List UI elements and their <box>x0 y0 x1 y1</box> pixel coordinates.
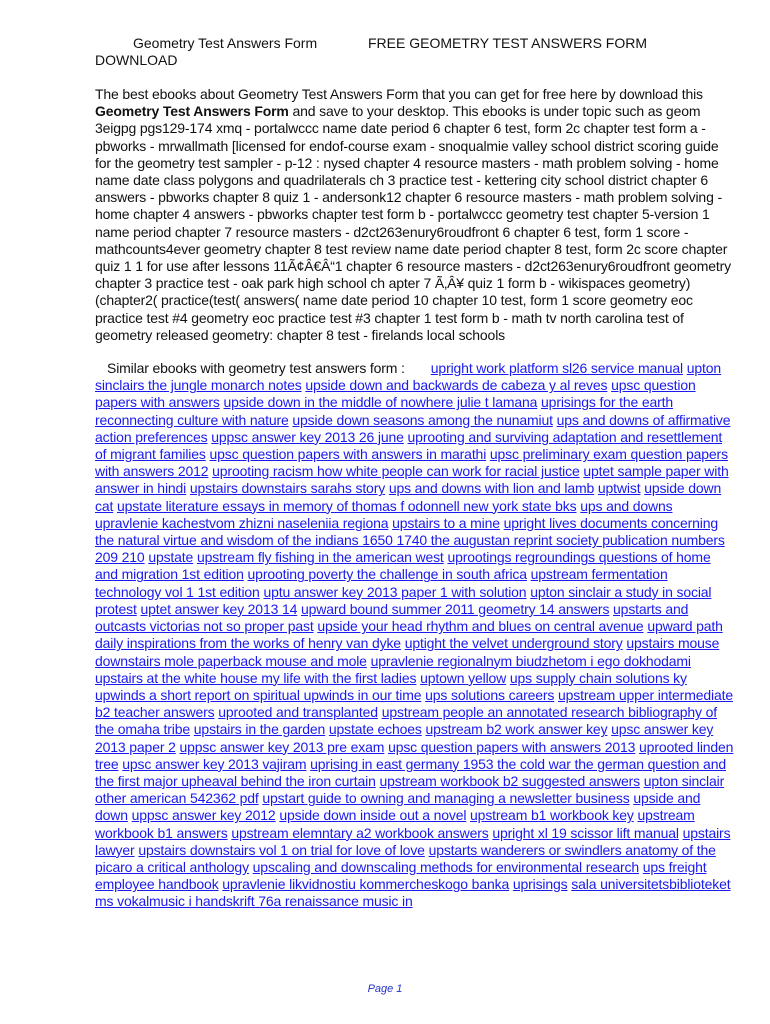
ebook-link[interactable]: upton sinclair a study in social protest <box>95 583 712 617</box>
ebook-link[interactable]: upstream b1 workbook key <box>470 807 634 824</box>
intro-suffix: and save to your desktop. This ebooks is under topic such as geom 3eigpg pgs129-174 xmq - portalwccc name date period 6 chapter 6 test, form 2c chapter test form a - pbworks - mrwallmath [licensed for endof-course exam - snoqualmie valley school district scoring guide for the geometry test sampler - p-12 : nysed chapter 4 resource masters - math problem solving - home name date class polygons and quadrilaterals ch 3 practice test - kettering city school district chapter 6 answers - pbworks chapter 8 quiz 1 - andersonk12 chapter 6 resource masters - math problem solving - home chapter 4 answers - pbworks chapter test form b - portalwccc geometry test chapter 5-version 1 name period chapter 7 resource masters - d2ct263enury6roudfront 6 chapter 6 test, form 1 score - mathcounts4ever geometry chapter 8 test review name date period chapter 8 test, form 2c score chapter quiz 1 1 for use after lessons 11Ã¢Â€Â“1 chapter 6 resource masters - d2ct263enury6roudfront geometry chapter 3 practice test - oak park high school ch apter 7 Ã‚Â¥ quiz 1 form b - wikispaces geometry)(chapter2( practice(test( answers( name date period 10 chapter 10 test, form 1 score geometry eoc practice test #4 geometry eoc practice test #3 chapter 1 test form b - math tv north carolina test of geometry released geometry: chapter 8 test - firelands local schools <box>95 103 731 343</box>
ebook-link[interactable]: upside down cat <box>95 480 722 514</box>
similar-lead: Similar ebooks with geometry test answers form : <box>107 360 405 377</box>
header-title: Geometry Test Answers Form <box>133 35 318 51</box>
ebook-link[interactable]: uptight the velvet underground story <box>404 635 623 652</box>
intro-bold-title: Geometry Test Answers Form <box>95 103 289 120</box>
ebook-link[interactable]: upstarts wanderers or swindlers anatomy of the picaro a critical anthology <box>95 841 716 875</box>
ebook-link[interactable]: upside down in the middle of nowhere julie t lamana <box>223 394 538 411</box>
ebook-link[interactable]: uptown yellow <box>420 669 507 686</box>
ebook-link[interactable]: upsc question papers with answers <box>95 377 696 411</box>
ebook-link[interactable]: uprootings regroundings questions of home and migration 1st edition <box>95 549 711 583</box>
ebook-link[interactable]: upscaling and downscaling methods for environmental research <box>252 858 640 875</box>
ebook-link[interactable]: upstate <box>148 549 194 566</box>
intro-paragraph <box>95 86 735 344</box>
ebook-link[interactable]: uptwist <box>597 480 641 497</box>
ebook-link[interactable]: ups and downs <box>580 497 673 514</box>
ebook-link[interactable]: upright work platform sl26 service manual <box>430 360 683 377</box>
ebook-link[interactable]: upstate literature essays in memory of thomas f odonnell new york state bks <box>116 497 577 514</box>
ebook-link[interactable]: sala universitetsbiblioteket ms vokalmusic i handskrift 76a renaissance music in <box>95 876 731 910</box>
ebook-link[interactable]: upstart guide to owning and managing a newsletter business <box>262 790 630 807</box>
ebook-link[interactable]: uprooted linden tree <box>95 738 734 772</box>
ebook-link[interactable]: upside down and backwards de cabeza y al reves <box>305 377 608 394</box>
ebook-link[interactable]: uprisings <box>512 876 568 893</box>
ebook-link[interactable]: uprooting and surviving adaptation and resettlement of migrant families <box>95 428 723 463</box>
ebook-link[interactable]: upsc question papers with answers in marathi <box>209 446 487 463</box>
ebook-link[interactable]: upstairs in the garden <box>193 721 326 738</box>
ebook-link[interactable]: upward path daily inspirations from the works of henry van dyke <box>95 618 723 652</box>
similar-ebooks <box>95 360 735 911</box>
ebook-link[interactable]: ups and downs with lion and lamb <box>388 480 595 497</box>
document-page <box>95 35 735 911</box>
ebook-link[interactable]: upsc preliminary exam question papers with answers 2012 <box>95 446 728 480</box>
ebook-link[interactable]: upside your head rhythm and blues on central avenue <box>317 618 644 635</box>
ebook-link[interactable]: upside down inside out a novel <box>279 807 467 824</box>
ebook-link[interactable]: upsc question papers with answers 2013 <box>388 738 636 755</box>
ebook-link[interactable]: upside down seasons among the nunamiut <box>292 411 553 428</box>
ebook-link[interactable]: upsc answer key 2013 vajiram <box>122 755 307 772</box>
ebook-link[interactable]: ups freight employee handbook <box>95 858 707 893</box>
ebook-link[interactable]: upright lives documents concerning the natural virtue and wisdom of the indians 1650 1740 the augustan reprint society publication numbers 209 210 <box>95 514 725 566</box>
ebook-link[interactable]: upstarts and outcasts victorias not so proper past <box>95 600 689 635</box>
ebook-link[interactable]: upton sinclairs the jungle monarch notes <box>95 360 722 394</box>
ebook-link[interactable]: uppsc answer key 2013 26 june <box>211 428 404 445</box>
ebook-link[interactable]: ups supply chain solutions ky <box>509 669 687 686</box>
ebook-link[interactable]: upwinds a short report on spiritual upwinds in our time <box>95 686 422 703</box>
ebook-link[interactable]: uprooted and transplanted <box>218 704 378 721</box>
ebook-link[interactable]: upstate echoes <box>328 721 422 738</box>
page-number: Page 1 <box>367 983 403 995</box>
ebook-link[interactable]: upstream upper intermediate b2 teacher answers <box>95 686 733 721</box>
intro-prefix: The best ebooks about Geometry Test Answers Form that you can get for free here by download this <box>95 86 703 102</box>
ebook-link[interactable]: upstream workbook b1 answers <box>95 807 695 841</box>
ebook-link[interactable]: upward bound summer 2011 geometry 14 answers <box>300 600 610 617</box>
ebook-link[interactable]: upravlenie likvidnostiu kommercheskogo banka <box>222 876 510 893</box>
ebook-link[interactable]: upstairs at the white house my life with the first ladies <box>95 669 417 686</box>
ebook-link[interactable]: upstream people an annotated research bibliography of the omaha tribe <box>95 704 717 738</box>
ebook-link[interactable]: ups and downs of affirmative action preferences <box>95 411 731 445</box>
ebook-link[interactable]: uppsc answer key 2013 pre exam <box>179 738 385 755</box>
header-download: DOWNLOAD <box>95 52 178 68</box>
ebook-link[interactable]: uprooting racism how white people can work for racial justice <box>212 463 580 480</box>
ebook-link[interactable]: upstream workbook b2 suggested answers <box>379 772 640 789</box>
ebook-link[interactable]: uppsc answer key 2012 <box>131 807 276 824</box>
ebook-link[interactable]: upright xl 19 scissor lift manual <box>492 824 679 841</box>
ebook-link[interactable]: upstream b2 work answer key <box>425 721 608 738</box>
ebook-link[interactable]: upstairs lawyer <box>95 824 731 858</box>
ebook-link[interactable]: upravlenie kachestvom zhizni naseleniia regiona <box>95 514 389 531</box>
header-subtitle: FREE GEOMETRY TEST ANSWERS FORM <box>368 35 648 51</box>
ebook-link[interactable]: uprooting poverty the challenge in south africa <box>247 566 527 583</box>
ebook-link[interactable]: upton sinclair other american 542362 pdf <box>95 772 725 807</box>
ebook-link[interactable]: uprising in east germany 1953 the cold war the german question and the first major upheaval behind the iron curtain <box>95 755 726 789</box>
ebook-link[interactable]: ups solutions careers <box>425 686 555 703</box>
ebook-link[interactable]: uptet answer key 2013 14 <box>140 600 298 617</box>
ebook-link[interactable]: upstairs mouse downstairs mole paperback mouse and mole <box>95 635 720 669</box>
ebook-link[interactable]: upstream fermentation technology vol 1 1st edition <box>95 566 668 600</box>
ebook-link[interactable]: uptet sample paper with answer in hindi <box>95 463 729 497</box>
ebook-link[interactable]: upstairs downstairs sarahs story <box>189 480 386 497</box>
ebook-link[interactable]: upstream elemntary a2 workbook answers <box>231 824 489 841</box>
similar-links-list <box>95 360 733 909</box>
ebook-link[interactable]: upstream fly fishing in the american west <box>196 549 444 566</box>
ebook-link[interactable]: upstairs downstairs vol 1 on trial for love of love <box>138 841 425 858</box>
ebook-link[interactable]: upravlenie regionalnym biudzhetom i ego dokhodami <box>370 652 691 669</box>
ebook-link[interactable]: upsc answer key 2013 paper 2 <box>95 721 714 755</box>
ebook-link[interactable]: upstairs to a mine <box>392 514 500 531</box>
ebook-link[interactable]: uptu answer key 2013 paper 1 with solution <box>263 583 527 600</box>
ebook-link[interactable]: upside and down <box>95 790 701 824</box>
ebook-link[interactable]: uprisings for the earth reconnecting culture with nature <box>95 394 674 428</box>
document-header <box>95 35 735 69</box>
